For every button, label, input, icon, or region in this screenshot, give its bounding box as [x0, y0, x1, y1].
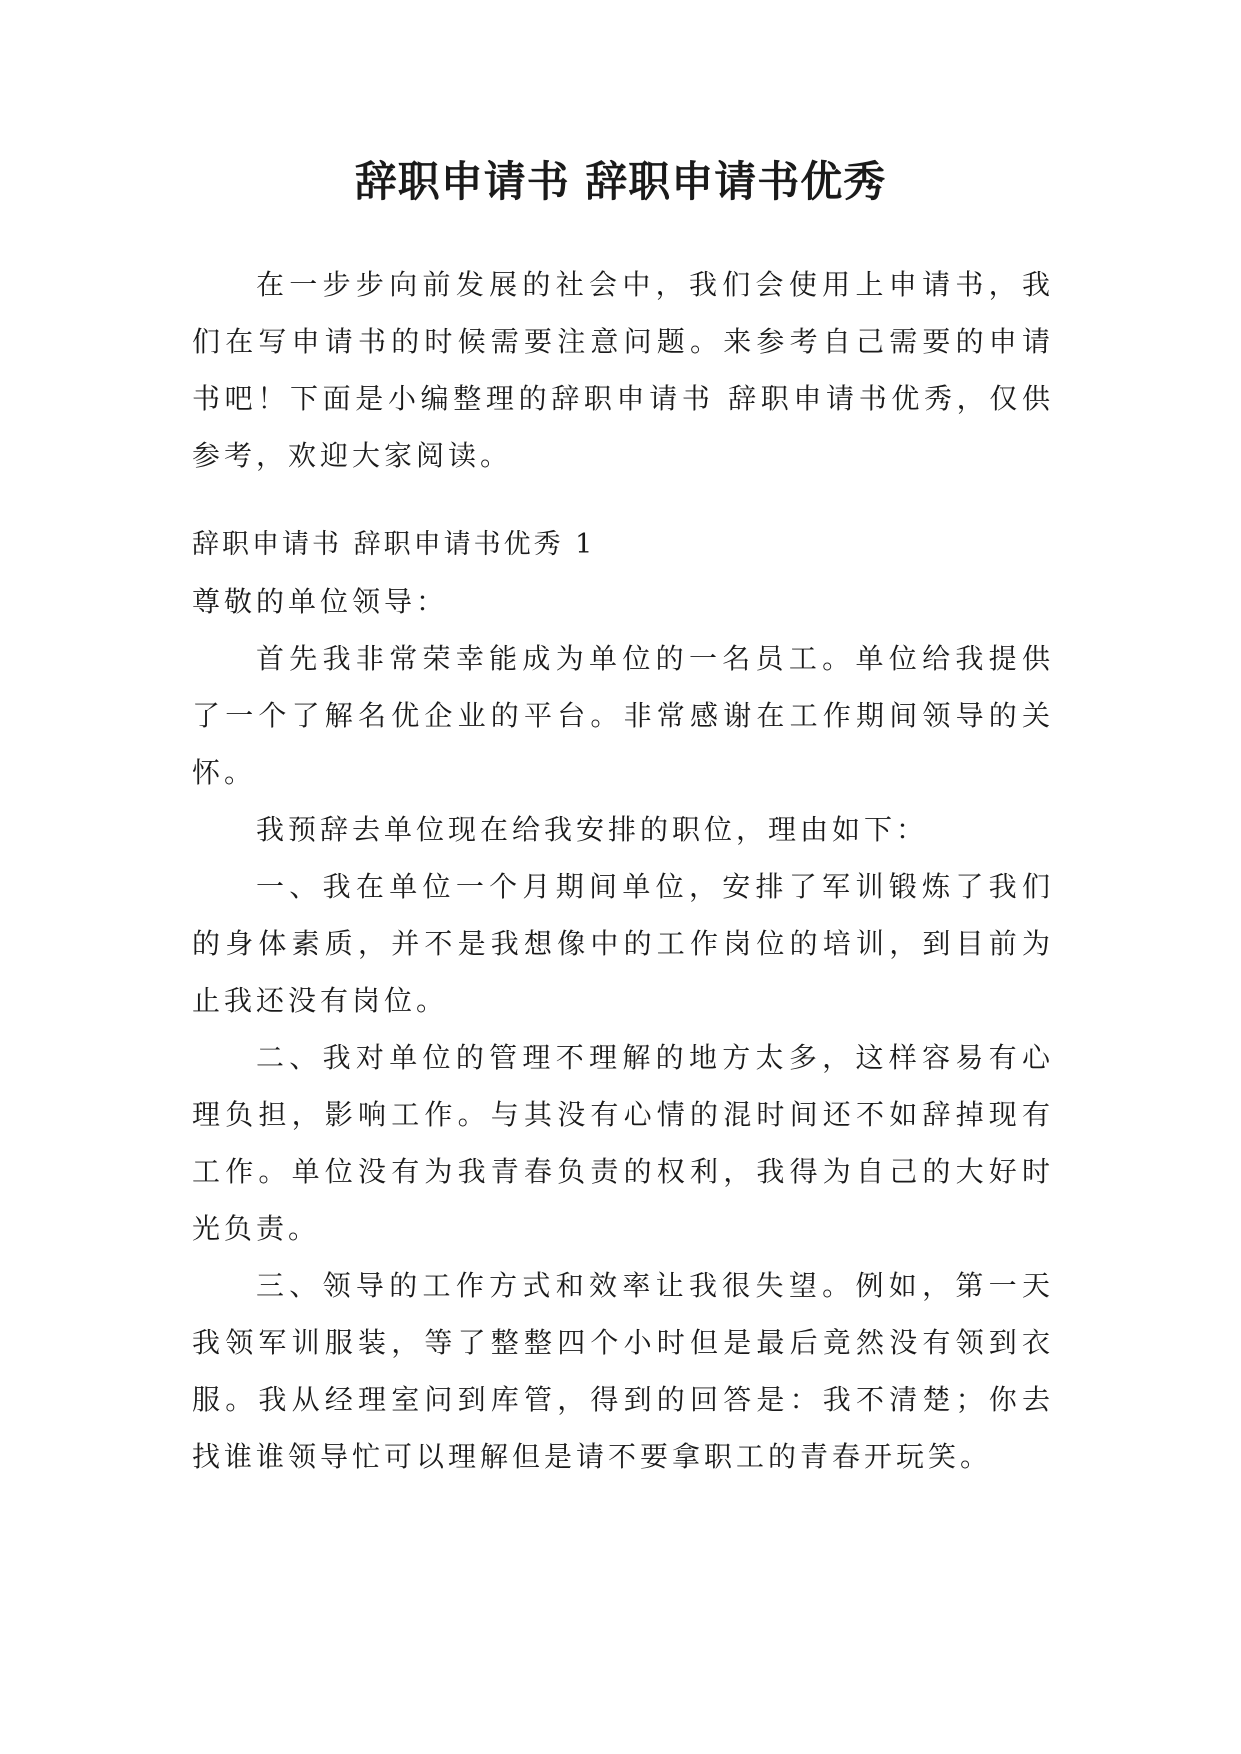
- document-title: 辞职申请书 辞职申请书优秀: [354, 157, 887, 206]
- intro-paragraph: 在一步步向前发展的社会中，我们会使用上申请书，我们在写申请书的时候需要注意问题。来参考自己需要的申请书吧！下面是小编整理的辞职申请书 辞职申请书优秀，仅供参考，欢迎大家阅读。: [192, 268, 1054, 472]
- intro-block: [192, 256, 1054, 484]
- letter-body: [192, 516, 1054, 1485]
- salutation: 尊敬的单位领导：: [192, 585, 449, 618]
- body-paragraph: 一、我在单位一个月期间单位，安排了军训锻炼了我们的身体素质，并不是我想像中的工作岗位的培训，到目前为止我还没有岗位。: [192, 870, 1054, 1017]
- body-paragraph: 二、我对单位的管理不理解的地方太多，这样容易有心理负担，影响工作。与其没有心情的混时间还不如辞掉现有工作。单位没有为我青春负责的权利，我得为自己的大好时光负责。: [192, 1041, 1054, 1245]
- section-heading: 辞职申请书 辞职申请书优秀 1: [192, 529, 596, 560]
- body-paragraph: 我预辞去单位现在给我安排的职位，理由如下：: [256, 813, 929, 846]
- body-paragraph: 三、领导的工作方式和效率让我很失望。例如，第一天我领军训服装，等了整整四个小时但是最后竟然没有领到衣服。我从经理室问到库管，得到的回答是：我不清楚；你去找谁谁领导忙可以理解但是请不要拿职工的青春开玩笑。: [192, 1269, 1054, 1473]
- body-paragraph: 首先我非常荣幸能成为单位的一名员工。单位给我提供了一个了解名优企业的平台。非常感谢在工作期间领导的关怀。: [192, 642, 1054, 789]
